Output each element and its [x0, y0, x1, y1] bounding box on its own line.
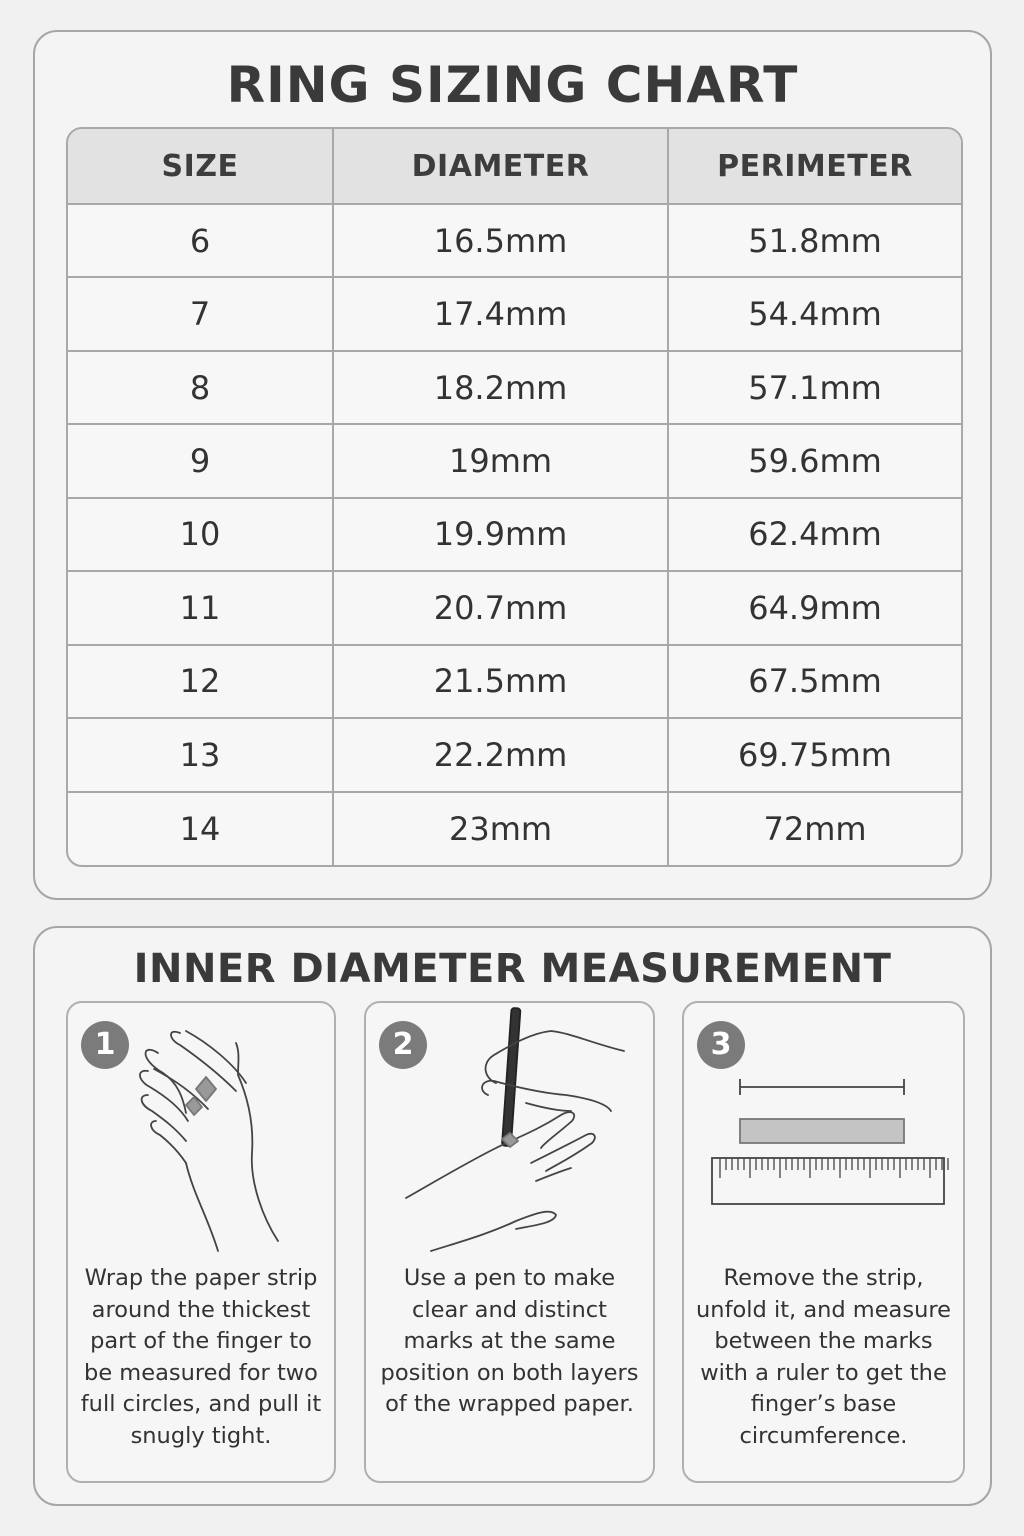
size-cell: 11: [68, 571, 333, 644]
header-perimeter: PERIMETER: [668, 129, 961, 204]
inner-diameter-panel: [33, 926, 992, 1506]
size-cell: 12: [68, 645, 333, 718]
table-row: [68, 718, 961, 791]
table-row: [68, 792, 961, 866]
size-cell: 13: [68, 718, 333, 791]
diameter-cell: 19mm: [333, 424, 668, 497]
table-body: [68, 204, 961, 865]
hand-wrap-icon: [68, 1003, 338, 1263]
step-text: Wrap the paper strip around the thickest part of the finger to be measured for two full circles, and pull it snugly tight.: [80, 1265, 322, 1449]
size-cell: 6: [68, 204, 333, 277]
table-row: [68, 498, 961, 571]
ring-sizing-chart-panel: [33, 30, 992, 900]
perimeter-cell: 67.5mm: [668, 645, 961, 718]
ruler-icon: [684, 1003, 967, 1263]
size-cell: 10: [68, 498, 333, 571]
pen-marking-icon: [366, 1003, 657, 1263]
chart-title: RING SIZING CHART: [226, 56, 799, 114]
diameter-cell: 17.4mm: [333, 277, 668, 350]
table-row: [68, 351, 961, 424]
size-cell: 7: [68, 277, 333, 350]
perimeter-cell: 59.6mm: [668, 424, 961, 497]
table-row: [68, 571, 961, 644]
size-cell: 8: [68, 351, 333, 424]
table-row: [68, 424, 961, 497]
step-card-3: [682, 1001, 965, 1483]
header-diameter: DIAMETER: [333, 129, 668, 204]
diameter-cell: 21.5mm: [333, 645, 668, 718]
diameter-cell: 23mm: [333, 792, 668, 866]
diameter-cell: 18.2mm: [333, 351, 668, 424]
table-row: [68, 645, 961, 718]
header-size: SIZE: [68, 129, 333, 204]
perimeter-cell: 64.9mm: [668, 571, 961, 644]
step-number-badge: 3: [697, 1021, 745, 1069]
sizing-table: [66, 127, 963, 867]
perimeter-cell: 54.4mm: [668, 277, 961, 350]
size-cell: 9: [68, 424, 333, 497]
step-number-badge: 2: [379, 1021, 427, 1069]
table-row: [68, 204, 961, 277]
table-header-row: [68, 129, 961, 204]
perimeter-cell: 57.1mm: [668, 351, 961, 424]
measurement-title: INNER DIAMETER MEASUREMENT: [133, 946, 892, 992]
perimeter-cell: 72mm: [763, 809, 867, 848]
diameter-cell: 16.5mm: [333, 204, 668, 277]
step-number-badge: 1: [81, 1021, 129, 1069]
diameter-cell: 20.7mm: [333, 571, 668, 644]
step-text: Use a pen to make clear and distinct marks at the same position on both layers of the wrapped paper.: [380, 1265, 639, 1417]
table-row: [68, 277, 961, 350]
size-cell: 14: [68, 792, 333, 866]
diameter-cell: 19.9mm: [333, 498, 668, 571]
step-card-2: [364, 1001, 655, 1483]
step-card-1: [66, 1001, 336, 1483]
perimeter-cell: 69.75mm: [668, 718, 961, 791]
perimeter-cell: 51.8mm: [668, 204, 961, 277]
diameter-cell: 22.2mm: [333, 718, 668, 791]
step-text: Remove the strip, unfold it, and measure between the marks with a ruler to get the finger’s base circumference.: [696, 1265, 951, 1449]
perimeter-cell: 62.4mm: [668, 498, 961, 571]
